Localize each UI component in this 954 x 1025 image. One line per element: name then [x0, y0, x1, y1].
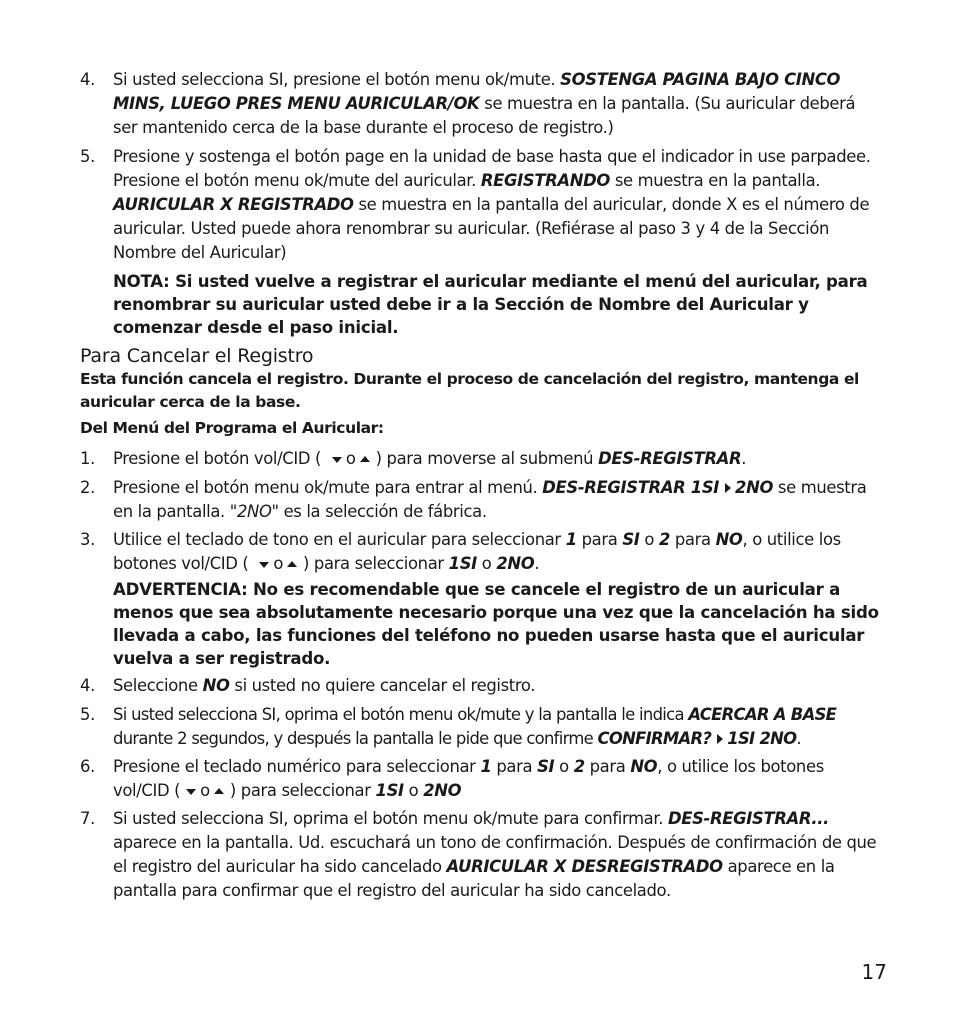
step-text: Seleccione NO si usted no quiere cancelar el registro.: [113, 676, 536, 695]
step-number: 2.: [80, 478, 95, 497]
display-message: DES-REGISTRAR...: [667, 809, 830, 828]
display-message: 2NO: [735, 478, 774, 497]
display-message: ACERCAR A BASE: [688, 705, 837, 724]
down-arrow-icon: [186, 789, 196, 795]
step-text: Presione el botón vol/CID ( o ) para moverse al submenú DES-REGISTRAR.: [113, 449, 747, 468]
right-arrow-icon: [725, 483, 731, 493]
step-number: 3.: [80, 530, 95, 549]
step-text: Si usted selecciona SI, presione el botón menu ok/mute. SOSTENGA PAGINA BAJO CINCO MINS, LUEGO PRES MENU AURICULAR/OK se muestra en la pantalla. (Su auricular deberá ser mantenido cerca de la base durante el proceso de registro.): [113, 70, 856, 137]
display-message: 1SI 2NO: [727, 729, 797, 748]
step-number: 4.: [80, 70, 95, 89]
step-text: Presione el botón menu ok/mute para entrar al menú. DES-REGISTRAR 1SI 2NO se muestra en la pantalla. "2NO" es la selección de fábrica.: [113, 478, 867, 521]
step-text: Utilice el teclado de tono en el auricular para seleccionar 1 para SI o 2 para NO, o utilice los botones vol/CID ( o ) para seleccionar 1SI o 2NO.: [113, 530, 841, 573]
down-arrow-icon: [332, 457, 342, 463]
note-text: NOTA: Si usted vuelve a registrar el auricular mediante el menú del auricular, para renombrar su auricular usted debe ir a la Sección de Nombre del Auricular y comenzar desde el paso inicial.: [113, 272, 868, 337]
up-arrow-icon: [360, 456, 370, 462]
step-text: Presione y sostenga el botón page en la unidad de base hasta que el indicador in use parpadee. Presione el botón menu ok/mute del auricular. REGISTRANDO se muestra en la pantalla. AURICULAR X REGISTRADO se muestra en la pantalla del auricular, donde X es el número de auricular. Usted puede ahora renombrar su auricular. (Refiérase al paso 3 y 4 de la Sección Nombre del Auricular): [113, 147, 871, 262]
step-number: 6.: [80, 757, 95, 776]
display-message: AURICULAR X DESREGISTRADO: [446, 857, 723, 876]
step-text: Si usted selecciona SI, oprima el botón menu ok/mute para confirmar. DES-REGISTRAR... aparece en la pantalla. Ud. escuchará un tono de confirmación. Después de confirmación de que el registro del auricular ha sido cancelado AURICULAR X DESREGISTRADO aparece en la pantalla para confirmar que el registro del auricular ha sido cancelado.: [113, 809, 877, 900]
down-arrow-icon: [259, 562, 269, 568]
step-text: Presione el teclado numérico para seleccionar 1 para SI o 2 para NO, o utilice los botones vol/CID ( o ) para seleccionar 1SI o 2NO: [113, 757, 824, 800]
up-arrow-icon: [214, 788, 224, 794]
menu-title: Del Menú del Programa el Auricular:: [80, 419, 384, 437]
step-number: 4.: [80, 676, 95, 695]
display-message: REGISTRANDO: [480, 171, 610, 190]
step-number: 7.: [80, 809, 95, 828]
display-message: SOSTENGA PAGINA BAJO CINCO MINS, LUEGO PRES MENU AURICULAR/OK: [113, 70, 841, 113]
up-arrow-icon: [287, 561, 297, 567]
step-number: 5.: [80, 147, 95, 166]
display-message: CONFIRMAR?: [597, 729, 712, 748]
step-number: 1.: [80, 449, 95, 468]
warning-text: ADVERTENCIA: No es recomendable que se cancele el registro de un auricular a menos que sea absolutamente necesario porque una vez que la cancelación ha sido llevada a cabo, las funciones del teléfono no pueden usarse hasta que el auricular vuelva a ser registrado.: [113, 580, 879, 668]
display-message: DES-REGISTRAR 1SI: [542, 478, 720, 497]
display-message: AURICULAR X REGISTRADO: [113, 195, 354, 214]
step-text: Si usted selecciona SI, oprima el botón menu ok/mute y la pantalla le indica ACERCAR A BASE durante 2 segundos, y después la pantalla le pide que confirme CONFIRMAR? 1SI 2NO.: [113, 705, 837, 748]
right-arrow-icon: [717, 734, 723, 744]
step-number: 5.: [80, 705, 95, 724]
page-number: 17: [861, 960, 887, 984]
display-message: DES-REGISTRAR: [598, 449, 742, 468]
section-intro: Esta función cancela el registro. Durante el proceso de cancelación del registro, mantenga el auricular cerca de la base.: [80, 370, 859, 411]
section-heading: Para Cancelar el Registro: [80, 345, 314, 367]
